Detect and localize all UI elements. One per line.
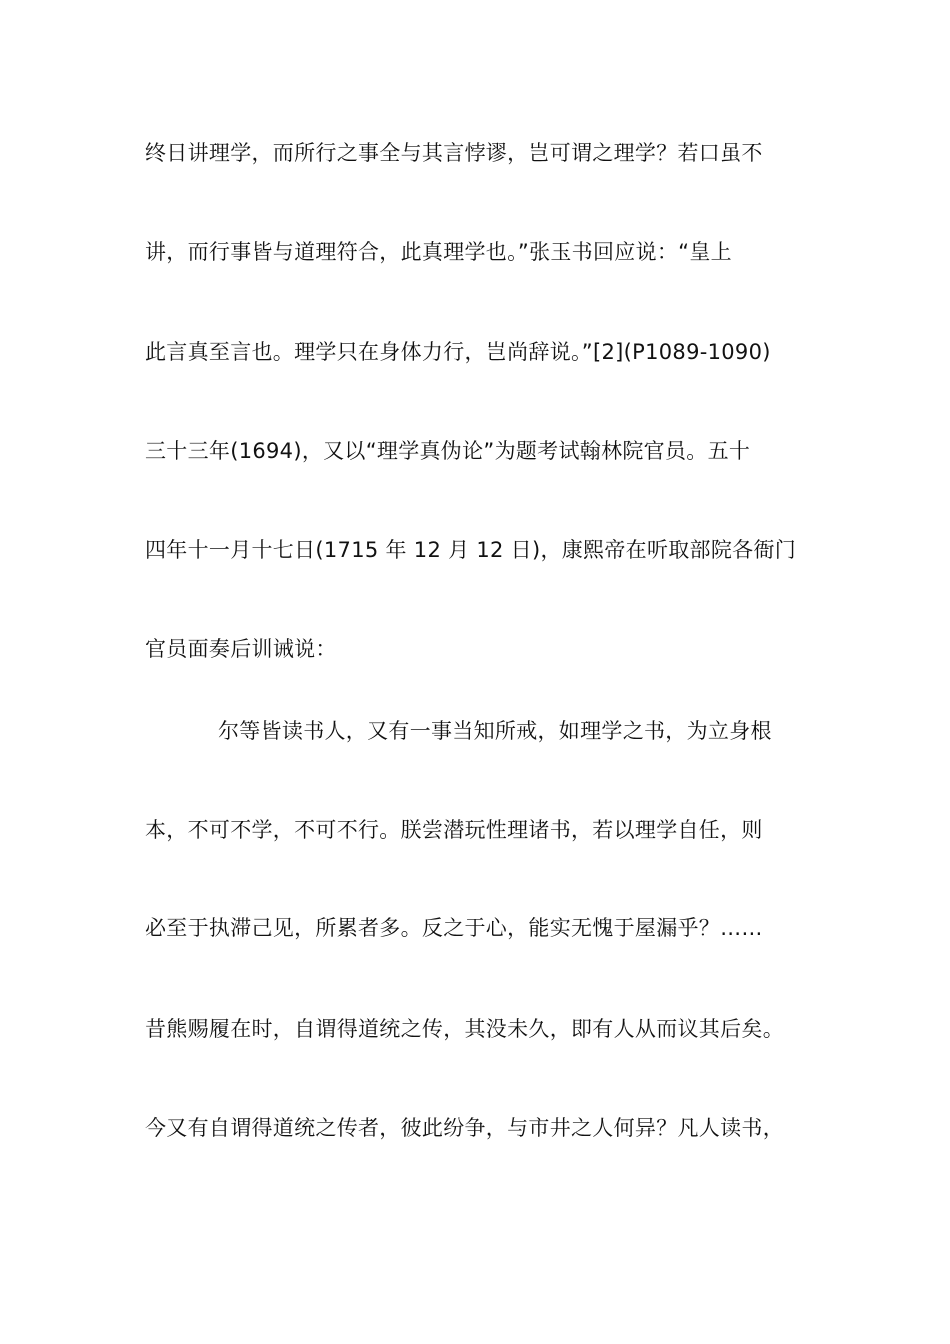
quote-line: 尔等皆读书人，又有一事当知所戒，如理学之书，为立身根 [218,719,772,743]
quote-line: 本，不可不学，不可不行。朕尝潜玩性理诸书，若以理学自任，则 [145,818,763,842]
quote-line: 今又有自谓得道统之传者，彼此纷争，与市井之人何异？凡人读书， [145,1116,784,1140]
quote-line: 必至于执滞己见，所累者多。反之于心，能实无愧于屋漏乎？…… [145,916,763,940]
text-line: 三十三年(1694)，又以“理学真伪论”为题考试翰林院官员。五十 [145,439,751,463]
text-line: 讲，而行事皆与道理符合，此真理学也。”张玉书回应说：“皇上 [145,240,732,264]
quote-line: 昔熊赐履在时，自谓得道统之传，其没未久，即有人从而议其后矣。 [145,1017,784,1041]
text-line: 此言真至言也。理学只在身体力行，岂尚辞说。”[2](P1089-1090) [145,340,771,364]
text-line: 终日讲理学，而所行之事全与其言悖谬，岂可谓之理学？若口虽不 [145,141,763,165]
text-line: 官员面奏后训诫说： [145,637,337,661]
text-line: 四年十一月十七日(1715 年 12 月 12 日)，康熙帝在听取部院各衙门 [145,538,797,562]
